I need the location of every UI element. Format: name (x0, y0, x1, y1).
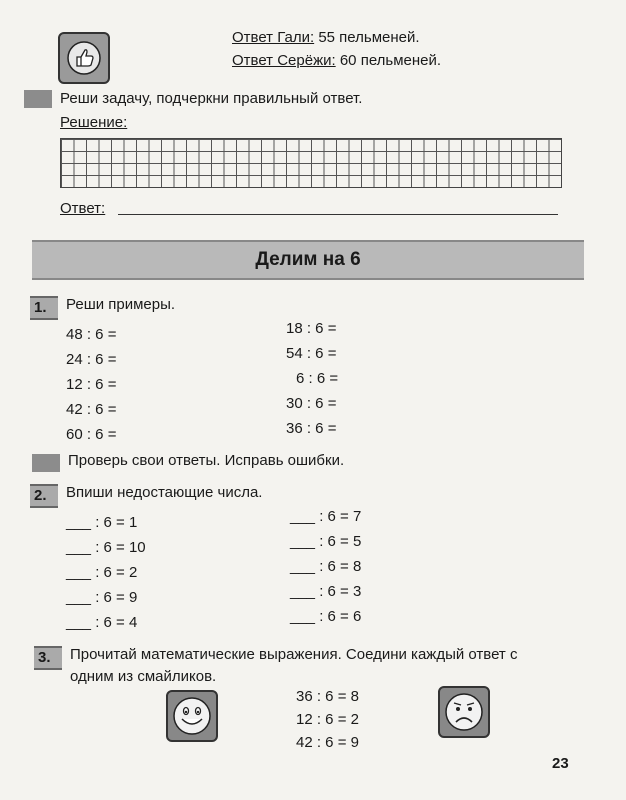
ex1-instruction: Реши примеры. (66, 296, 176, 313)
serezha-label: Ответ Серёжи: (232, 52, 336, 69)
galya-label: Ответ Гали: (232, 29, 315, 46)
ex3-instruction-line2: одним из смайликов. (70, 668, 217, 685)
ex2-right-1[interactable]: ___ : 6 = 7 (290, 508, 362, 525)
ex2-right-2[interactable]: ___ : 6 = 5 (290, 533, 362, 550)
ex1-right-2: 54 : 6 = (286, 345, 337, 362)
ex2-number: 2. (30, 484, 58, 508)
solution-grid[interactable] (60, 138, 562, 188)
ex1-right-5: 36 : 6 = (286, 420, 337, 437)
page-number: 23 (552, 755, 569, 772)
ex2-left-5[interactable]: ___ : 6 = 4 (66, 614, 138, 631)
solution-label: Решение: (60, 114, 128, 131)
ex3-number: 3. (34, 646, 62, 670)
ex1-number: 1. (30, 296, 58, 320)
ex1-left-5: 60 : 6 = (66, 426, 117, 443)
ex2-left-2[interactable]: ___ : 6 = 10 (66, 539, 146, 556)
galya-value: 55 пельменей. (318, 29, 420, 46)
ex1-left-2: 24 : 6 = (66, 351, 117, 368)
ex1-left-4: 42 : 6 = (66, 401, 117, 418)
check-marker (32, 454, 60, 472)
ex3-expr-1: 36 : 6 = 8 (296, 688, 359, 705)
ex1-right-3: 6 : 6 = (296, 370, 339, 387)
ex3-expr-3: 42 : 6 = 9 (296, 734, 359, 751)
ex1-right-1: 18 : 6 = (286, 320, 337, 337)
happy-smiley-icon[interactable] (166, 690, 218, 742)
task-marker (24, 90, 52, 108)
ex1-left-1: 48 : 6 = (66, 326, 117, 343)
thumbs-up-icon (58, 32, 110, 84)
ex2-left-1[interactable]: ___ : 6 = 1 (66, 514, 138, 531)
ex2-left-4[interactable]: ___ : 6 = 9 (66, 589, 138, 606)
ex1-right-4: 30 : 6 = (286, 395, 337, 412)
answer-line[interactable] (118, 214, 558, 215)
ex2-instruction: Впиши недостающие числа. (66, 484, 263, 501)
ex1-check: Проверь свои ответы. Исправь ошибки. (68, 452, 345, 469)
section-title: Делим на 6 (32, 240, 584, 280)
serezha-value: 60 пельменей. (339, 52, 442, 69)
answer-label: Ответ: (60, 200, 106, 217)
ex2-right-3[interactable]: ___ : 6 = 8 (290, 558, 362, 575)
ex3-expr-2: 12 : 6 = 2 (296, 711, 359, 728)
ex2-left-3[interactable]: ___ : 6 = 2 (66, 564, 138, 581)
ex3-instruction-line1: Прочитай математические выражения. Соедини каждый ответ с (70, 646, 518, 663)
ex2-right-5[interactable]: ___ : 6 = 6 (290, 608, 362, 625)
task-instruction: Реши задачу, подчеркни правильный ответ. (60, 90, 363, 107)
galya-answer (232, 29, 420, 46)
sad-smiley-icon[interactable] (438, 686, 490, 738)
serezha-answer (232, 52, 441, 69)
ex1-left-3: 12 : 6 = (66, 376, 117, 393)
ex2-right-4[interactable]: ___ : 6 = 3 (290, 583, 362, 600)
